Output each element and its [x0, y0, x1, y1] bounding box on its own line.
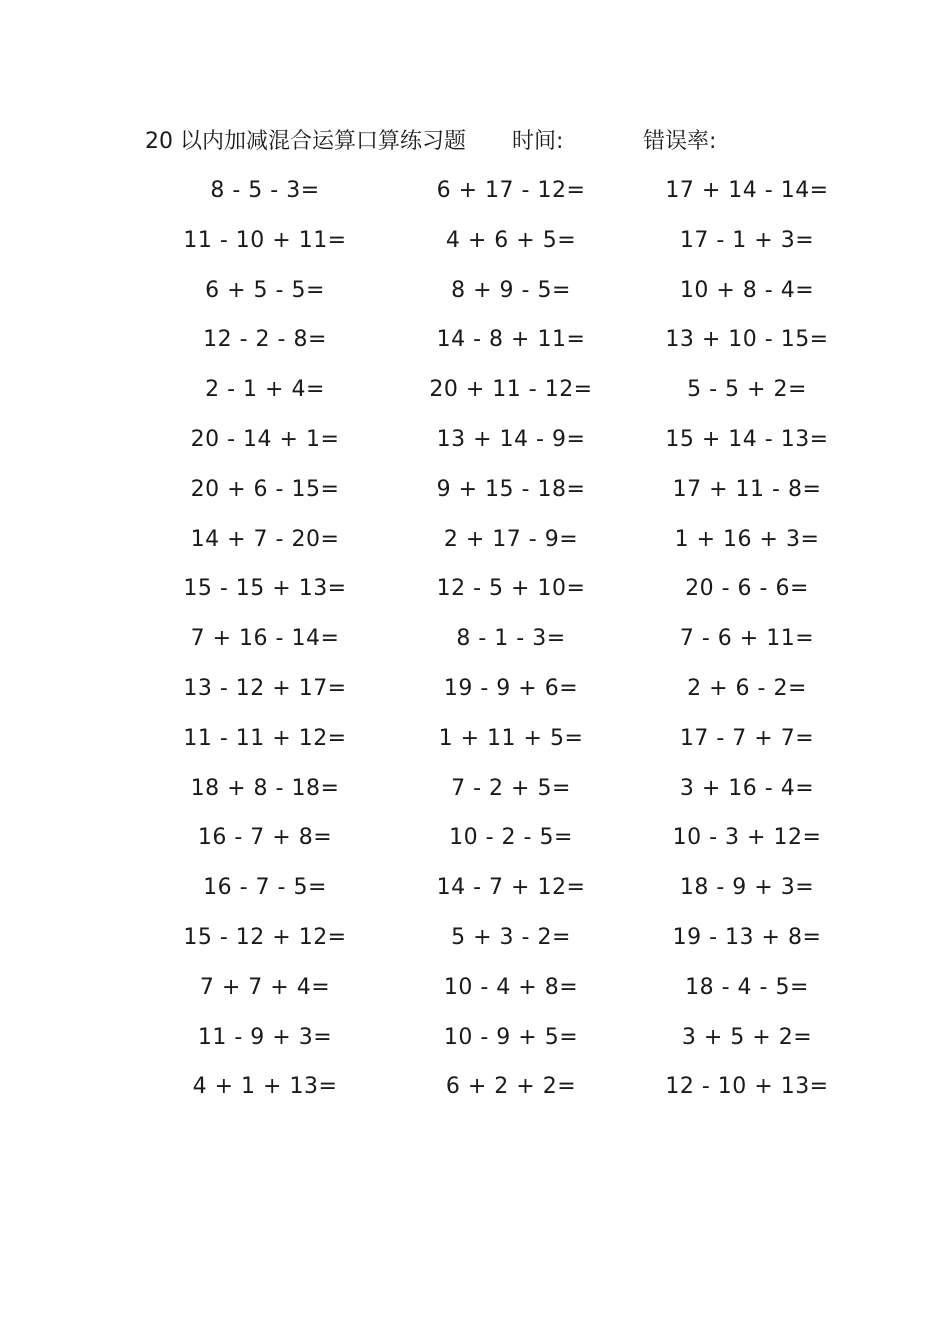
time-label: 时间: [512, 129, 564, 154]
problem: 13 + 14 - 9= [436, 426, 586, 452]
problem: 15 - 15 + 13= [183, 576, 347, 602]
problem: 7 + 16 - 14= [190, 626, 340, 652]
problem-row [140, 769, 815, 819]
worksheet-header [145, 124, 825, 160]
problem: 4 + 6 + 5= [445, 227, 577, 253]
problem: 14 - 8 + 11= [436, 327, 586, 353]
problem: 6 + 17 - 12= [436, 178, 586, 203]
problem: 2 + 17 - 9= [443, 526, 579, 552]
problem: 18 - 4 - 5= [685, 974, 809, 1000]
problem: 13 + 10 - 15= [665, 327, 829, 353]
problem-row [140, 868, 815, 918]
problem: 20 + 6 - 15= [190, 476, 340, 502]
problem: 2 + 6 - 2= [687, 675, 807, 701]
problem-row [140, 520, 820, 570]
problem-row [140, 221, 815, 271]
error-rate-label: 错误率: [643, 129, 717, 154]
problem: 20 - 14 + 1= [190, 426, 340, 452]
problem: 2 - 1 + 4= [205, 377, 325, 403]
problem: 5 - 5 + 2= [687, 377, 807, 403]
problem: 10 - 2 - 5= [449, 825, 573, 851]
problem: 15 + 14 - 13= [665, 426, 829, 452]
problem-row [140, 370, 810, 420]
problem: 1 + 11 + 5= [438, 725, 584, 751]
problem: 10 - 9 + 5= [443, 1024, 579, 1050]
problem: 18 - 9 + 3= [679, 875, 815, 901]
problem: 17 + 14 - 14= [665, 178, 829, 203]
problem-row [140, 1018, 813, 1068]
problem-row [140, 918, 822, 968]
problem-row [140, 818, 822, 868]
problem: 3 + 5 + 2= [681, 1024, 813, 1050]
problem-row [140, 320, 829, 370]
problem: 18 + 8 - 18= [190, 775, 340, 801]
problem-row [140, 719, 815, 769]
problem: 15 - 12 + 12= [183, 924, 347, 950]
problem: 10 - 4 + 8= [443, 974, 579, 1000]
problem-row [140, 569, 810, 619]
problem: 11 - 11 + 12= [183, 725, 347, 751]
problem: 19 - 13 + 8= [672, 924, 822, 950]
problem: 10 - 3 + 12= [672, 825, 822, 851]
problem: 3 + 16 - 4= [679, 775, 815, 801]
problem: 6 + 2 + 2= [445, 1074, 577, 1100]
problem: 5 + 3 - 2= [451, 924, 571, 950]
worksheet-title: 20 以内加减混合运算口算练习题 [145, 129, 466, 154]
problem: 9 + 15 - 18= [436, 476, 586, 502]
problem: 10 + 8 - 4= [679, 277, 815, 303]
problem-row [140, 1067, 829, 1117]
problem-row [140, 669, 810, 719]
problem: 14 + 7 - 20= [190, 526, 340, 552]
problem: 12 - 10 + 13= [665, 1074, 829, 1100]
problem: 17 + 11 - 8= [672, 476, 822, 502]
problem-row [140, 420, 829, 470]
problem: 4 + 1 + 13= [192, 1074, 338, 1100]
problem: 7 - 6 + 11= [679, 626, 815, 652]
problem: 11 - 10 + 11= [183, 227, 347, 253]
problem-row [140, 171, 829, 221]
problem: 17 - 7 + 7= [679, 725, 815, 751]
problem: 17 - 1 + 3= [679, 227, 815, 253]
problem: 7 - 2 + 5= [451, 775, 571, 801]
problem: 20 + 11 - 12= [429, 377, 593, 403]
problem: 6 + 5 - 5= [205, 277, 325, 303]
problem: 1 + 16 + 3= [674, 526, 820, 552]
problem-grid [140, 171, 829, 1117]
problem: 13 - 12 + 17= [183, 675, 347, 701]
problem-row [140, 470, 822, 520]
problem: 7 + 7 + 4= [199, 974, 331, 1000]
problem: 12 - 5 + 10= [436, 576, 586, 602]
problem-row [140, 968, 810, 1018]
problem: 14 - 7 + 12= [436, 875, 586, 901]
problem: 11 - 9 + 3= [197, 1024, 333, 1050]
problem: 16 - 7 + 8= [197, 825, 333, 851]
problem-row [140, 619, 815, 669]
problem: 12 - 2 - 8= [203, 327, 327, 353]
problem: 19 - 9 + 6= [443, 675, 579, 701]
problem: 8 - 5 - 3= [210, 178, 320, 203]
problem: 16 - 7 - 5= [203, 875, 327, 901]
problem: 20 - 6 - 6= [685, 576, 809, 602]
problem-row [140, 271, 815, 321]
problem: 8 + 9 - 5= [451, 277, 571, 303]
problem: 8 - 1 - 3= [456, 626, 566, 652]
